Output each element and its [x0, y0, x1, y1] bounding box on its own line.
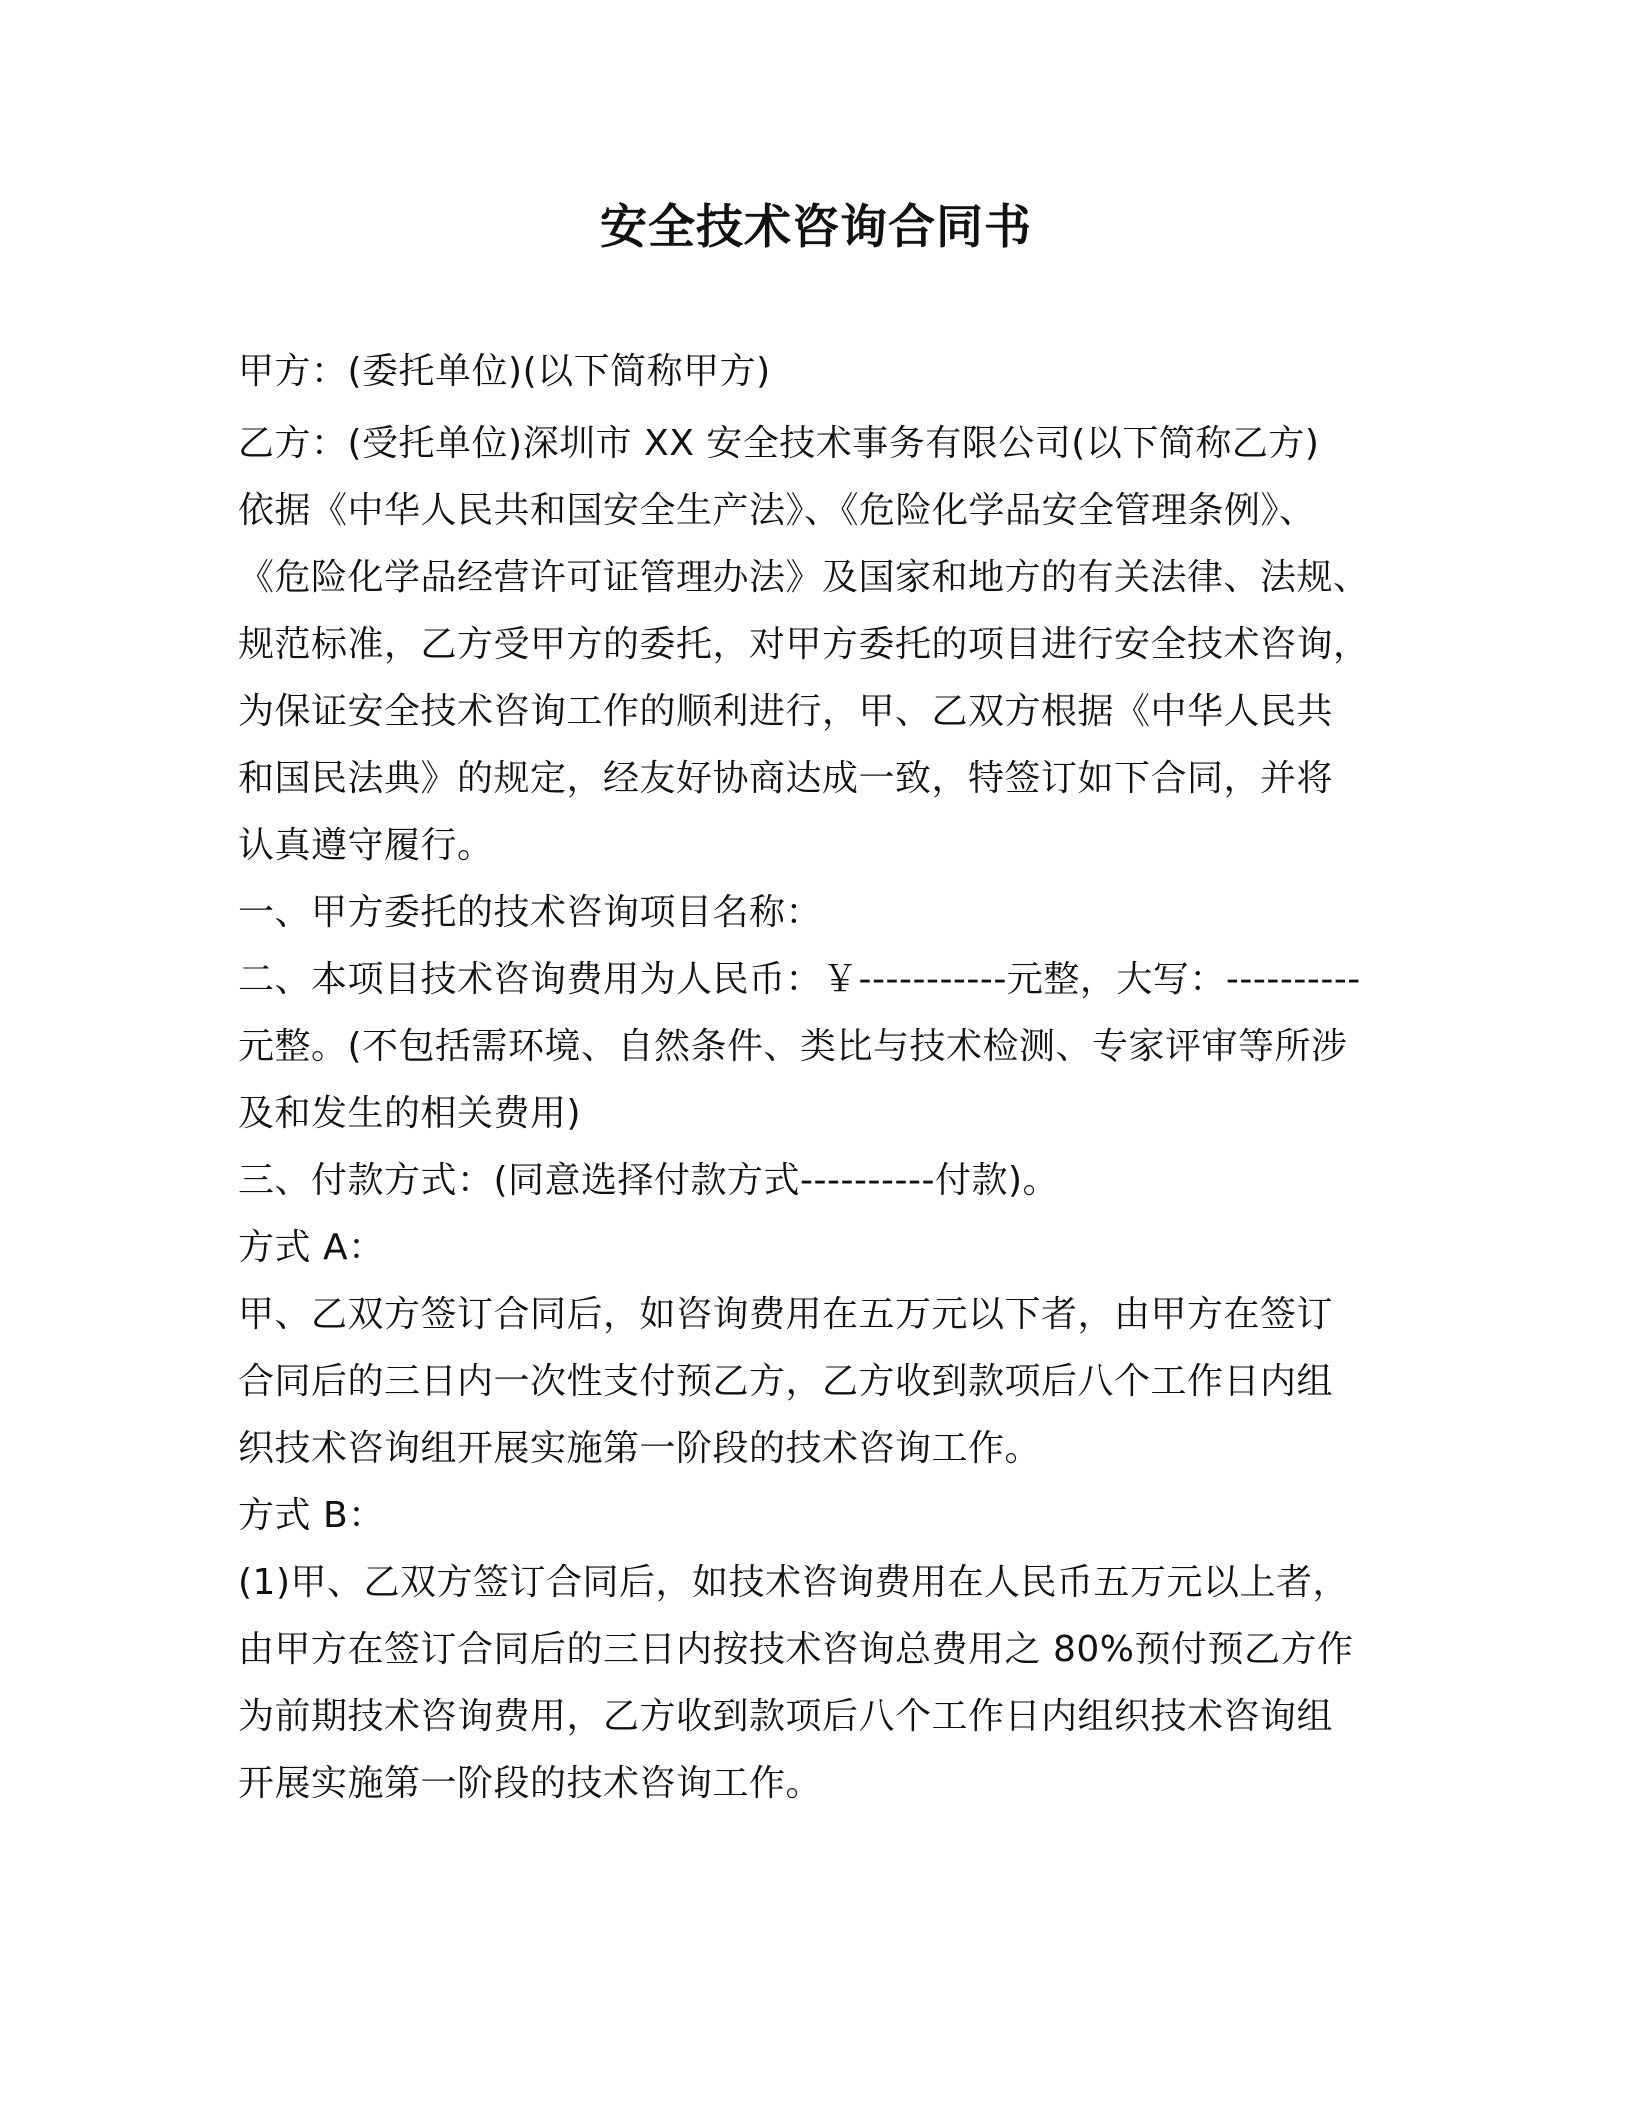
- preamble-line: 规范标准，乙方受甲方的委托，对甲方委托的项目进行安全技术咨询，: [238, 624, 1370, 665]
- method-a-heading: 方式 A：: [238, 1227, 385, 1268]
- preamble-line: 为保证安全技术咨询工作的顺利进行，甲、乙双方根据《中华人民共: [238, 691, 1334, 732]
- party-a-line: 甲方：(委托单位)(以下简称甲方): [238, 351, 771, 392]
- clause-2-line: 二、本项目技术咨询费用为人民币：￥-----------元整，大写：----------: [238, 959, 1361, 1000]
- clause-3-line: 三、付款方式：(同意选择付款方式----------付款)。: [238, 1160, 1059, 1201]
- method-b-line: 开展实施第一阶段的技术咨询工作。: [238, 1763, 823, 1804]
- method-b-heading: 方式 B：: [238, 1495, 385, 1536]
- method-a-line: 织技术咨询组开展实施第一阶段的技术咨询工作。: [238, 1428, 1042, 1469]
- method-b-line: 由甲方在签订合同后的三日内按技术咨询总费用之 80%预付预乙方作: [238, 1629, 1354, 1670]
- clause-2-line: 及和发生的相关费用): [238, 1093, 582, 1134]
- clause-2-line: 元整。(不包括需环境、自然条件、类比与技术检测、专家评审等所涉: [238, 1026, 1348, 1067]
- method-b-line: (1)甲、乙双方签订合同后，如技术咨询费用在人民币五万元以上者，: [238, 1562, 1349, 1603]
- method-a-line: 甲、乙双方签订合同后，如咨询费用在五万元以下者，由甲方在签订: [238, 1294, 1334, 1335]
- document-body: [238, 338, 1378, 1817]
- document-title: 安全技术咨询合同书: [600, 200, 1032, 255]
- method-b-line: 为前期技术咨询费用，乙方收到款项后八个工作日内组织技术咨询组: [238, 1696, 1334, 1737]
- preamble-line: 依据《中华人民共和国安全生产法》、《危险化学品安全管理条例》、: [238, 490, 1316, 531]
- clause-1-line: 一、甲方委托的技术咨询项目名称：: [238, 892, 823, 933]
- method-a-line: 合同后的三日内一次性支付预乙方，乙方收到款项后八个工作日内组: [238, 1361, 1334, 1402]
- preamble-line: 和国民法典》的规定，经友好协商达成一致，特签订如下合同，并将: [238, 758, 1334, 799]
- party-b-line: 乙方：(受托单位)深圳市 XX 安全技术事务有限公司(以下简称乙方): [238, 423, 1320, 464]
- preamble-line: 《危险化学品经营许可证管理办法》及国家和地方的有关法律、法规、: [238, 557, 1370, 598]
- preamble-line: 认真遵守履行。: [238, 825, 494, 866]
